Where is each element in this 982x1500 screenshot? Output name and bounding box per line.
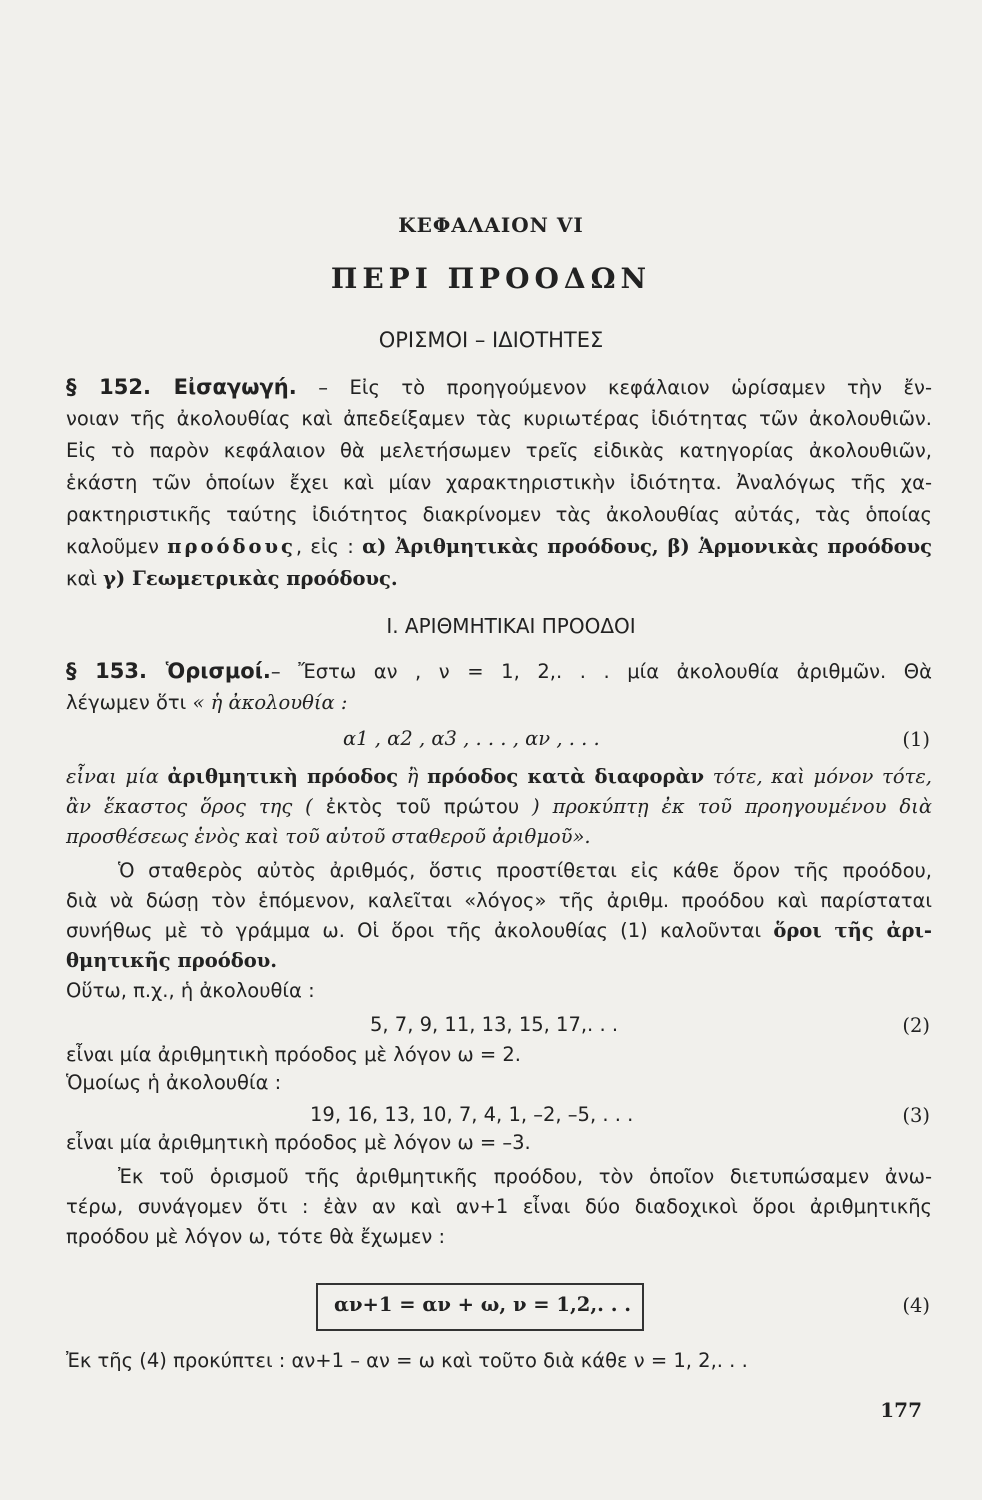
consequence-line-3: προόδου μὲ λόγον ω, τότε θὰ ἔχωμεν : [66,1225,446,1248]
s152-line-5: ρακτηριστικῆς ταύτης ἰδιότητος διακρίνομεν τὰς ἀκολουθίας αὐτάς, τὰς ὁποίας [66,503,932,526]
equation-3: 19, 16, 13, 10, 7, 4, 1, –2, –5, . . . [310,1103,634,1126]
s152-line-7: καὶ γ) Γεωμετρικὰς προόδους. [66,567,398,590]
final-line: Ἐκ τῆς (4) προκύπτει : αν+1 – αν = ω καὶ τοῦτο διὰ κάθε ν = 1, 2,. . . [66,1349,748,1372]
section-heading-arithmetic: Ι. ΑΡΙΘΜΗΤΙΚΑΙ ΠΡΟΟΔΟΙ [386,614,636,638]
page-number: 177 [880,1398,922,1422]
term-proodous: προόδους [167,535,296,558]
s153-label: § 153. Ὁρισμοί. [66,659,271,683]
s152-label: § 152. Εἰσαγωγή. [66,375,297,399]
s152-line-4: ἑκάστη τῶν ὁποίων ἔχει καὶ μίαν χαρακτηριστικὴν ἰδιότητα. Ἀναλόγως τῆς χα- [66,471,932,494]
chapter-title: ΠΕΡΙ ΠΡΟΟΔΩΝ [330,262,652,295]
definition-line-1: εἶναι μία ἀριθμητικὴ πρόοδος ἢ πρόοδος κατὰ διαφορὰν τότε, καὶ μόνον τότε, [66,765,933,788]
equation-4-number: (4) [902,1294,930,1317]
s152-line-1: § 152. Εἰσαγωγή. – Εἰς τὸ προηγούμενον κεφάλαιον ὡρίσαμεν τὴν ἔν- [66,375,932,399]
definition-line-2: ἂν ἕκαστος ὅρος της ( ἐκτὸς τοῦ πρώτου ) προκύπτῃ ἐκ τοῦ προηγουμένου διὰ [66,795,932,818]
s153-line-2: λέγωμεν ὅτι « ἡ ἀκολουθία : [66,691,348,714]
chapter-heading: ΚΕΦΑΛΑΙΟΝ VI [398,213,584,237]
section-subtitle: ΟΡΙΣΜΟΙ – ΙΔΙΟΤΗΤΕΣ [378,328,604,352]
equation-3-number: (3) [902,1104,930,1127]
s152-line-3: Εἰς τὸ παρὸν κεφάλαιον θὰ μελετήσωμεν τρεῖς εἰδικὰς κατηγορίας ἀκολουθιῶν, [66,439,932,462]
equation-3-explanation: εἶναι μία ἀριθμητικὴ πρόοδος μὲ λόγον ω = –3. [66,1131,531,1154]
example-intro: Οὕτω, π.χ., ἡ ἀκολουθία : [66,979,315,1002]
para-line-4: θμητικῆς προόδου. [66,949,278,972]
para-line-1: Ὁ σταθερὸς αὐτὸς ἀριθμός, ὅστις προστίθεται εἰς κάθε ὅρον τῆς προόδου, [118,859,932,882]
equation-1-number: (1) [902,728,930,751]
consequence-line-2: τέρω, συνάγομεν ὅτι : ἐὰν αν καὶ αν+1 εἶναι δύο διαδοχικοὶ ὅροι ἀριθμητικῆς [66,1195,932,1218]
equation-2-number: (2) [902,1014,930,1037]
para-line-3: συνήθως μὲ τὸ γράμμα ω. Οἱ ὅροι τῆς ἀκολουθίας (1) καλοῦνται ὅροι τῆς ἀρι- [66,919,932,942]
types-list: α) Ἀριθμητικὰς προόδους, β) Ἁρμονικὰς προόδους [362,535,933,558]
definition-line-3: προσθέσεως ἑνὸς καὶ τοῦ αὐτοῦ σταθεροῦ ἀριθμοῦ». [66,825,591,848]
equation-1: α1 , α2 , α3 , . . . , αν , . . . [343,727,600,750]
equation-2: 5, 7, 9, 11, 13, 15, 17,. . . [370,1013,619,1036]
para-line-2: διὰ νὰ δώσῃ τὸν ἑπόμενον, καλεῖται «λόγος» τῆς ἀριθμ. προόδου καὶ παρίσταται [66,889,932,912]
similar-intro: Ὁμοίως ἡ ἀκολουθία : [66,1071,282,1094]
equation-2-explanation: εἶναι μία ἀριθμητικὴ πρόοδος μὲ λόγον ω = 2. [66,1043,521,1066]
equation-4: αν+1 = αν + ω, ν = 1,2,. . . [334,1293,632,1316]
consequence-line-1: Ἐκ τοῦ ὁρισμοῦ τῆς ἀριθμητικῆς προόδου, τὸν ὁποῖον διετυπώσαμεν ἀνω- [118,1165,932,1188]
s152-line-6: καλοῦμεν προόδους, εἰς : α) Ἀριθμητικὰς προόδους, β) Ἁρμονικὰς προόδους [66,535,933,558]
s152-line-2: νοιαν τῆς ἀκολουθίας καὶ ἀπεδείξαμεν τὰς κυριωτέρας ἰδιότητας τῶν ἀκολουθιῶν. [66,407,932,430]
s153-line-1: § 153. Ὁρισμοί.– Ἔστω αν , ν = 1, 2,. . . μία ἀκολουθία ἀριθμῶν. Θὰ [66,659,933,683]
